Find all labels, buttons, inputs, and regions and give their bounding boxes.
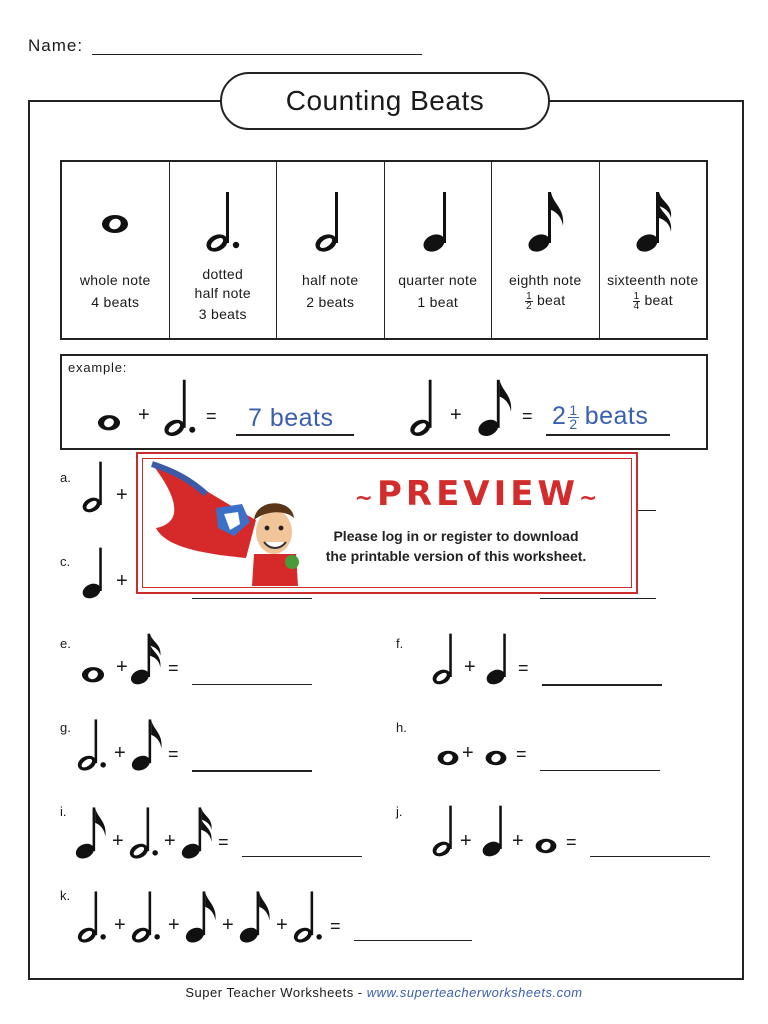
whole-note-icon: [530, 806, 562, 862]
footer-text: Super Teacher Worksheets -: [185, 985, 367, 1000]
equals-sign: =: [518, 658, 529, 678]
note-beats: 3 beats: [198, 306, 247, 322]
note-name: sixteenth note: [607, 272, 699, 288]
note-name: dotted: [202, 266, 244, 282]
question-j-label: j.: [396, 804, 403, 819]
equals-sign: =: [168, 658, 179, 678]
fraction: $\frac{1}{2}$: [526, 290, 532, 312]
plus-sign: +: [460, 830, 472, 852]
plus-sign: +: [450, 404, 462, 426]
fraction: $\frac{1}{4}$: [633, 290, 640, 312]
dotted-half-note-icon: [74, 888, 110, 948]
dotted-half-note-icon: [203, 188, 243, 258]
note-beats: 1 beat: [417, 294, 459, 310]
plus-sign: +: [464, 656, 476, 678]
note-cell-eighth: [492, 162, 600, 338]
question-g-label: g.: [60, 720, 71, 735]
question-a-label: a.: [60, 470, 71, 485]
note-name: half note: [302, 272, 359, 288]
plus-sign: +: [116, 570, 128, 592]
plus-sign: +: [222, 914, 234, 936]
answer-line-e[interactable]: [192, 684, 312, 685]
plus-sign: +: [276, 914, 288, 936]
equals-sign: =: [218, 832, 229, 852]
half-note-icon: [310, 188, 350, 258]
example-answer-1: 7 beats: [248, 404, 334, 432]
question-f-label: f.: [396, 636, 404, 651]
equals-sign: =: [522, 406, 533, 426]
equals-sign: =: [206, 406, 217, 426]
plus-sign: +: [138, 404, 150, 426]
preview-message: Please log in or register to download the printable version of this worksheet.: [325, 528, 587, 564]
half-note-icon: [428, 802, 462, 862]
quarter-note-icon: [78, 544, 112, 604]
whole-note-icon: [480, 718, 512, 774]
plus-sign: +: [462, 742, 474, 764]
answer-line-i[interactable]: [242, 856, 362, 857]
equals-sign: =: [566, 832, 577, 852]
footer: [0, 985, 768, 1000]
note-beats: $\frac{1}{2}$ beat: [526, 290, 566, 312]
plus-sign: +: [164, 830, 176, 852]
name-field-line[interactable]: [92, 54, 422, 55]
dotted-half-note-icon: [160, 376, 200, 442]
preview-title: ~PREVIEW~: [354, 474, 602, 514]
preview-banner[interactable]: [136, 452, 638, 594]
note-cell-dotted-half: [170, 162, 278, 338]
whole-note-icon: [432, 718, 464, 774]
quarter-note-icon: [482, 630, 516, 690]
whole-note-icon: [95, 174, 135, 244]
eighth-note-icon: [72, 804, 108, 864]
half-note-icon: [404, 376, 444, 442]
question-e-label: e.: [60, 636, 71, 651]
eighth-note-icon: [236, 888, 272, 948]
question-c-label: c.: [60, 554, 71, 569]
equals-sign: =: [168, 744, 179, 764]
superhero-mascot-icon: [146, 458, 306, 588]
plus-sign: +: [114, 914, 126, 936]
plus-sign: +: [512, 830, 524, 852]
sixteenth-note-icon: [633, 188, 673, 258]
plus-sign: +: [168, 914, 180, 936]
whole-note-icon: [76, 632, 110, 692]
plus-sign: +: [114, 742, 126, 764]
eighth-note-icon: [128, 716, 164, 776]
half-note-icon: [78, 458, 112, 518]
question-i-label: i.: [60, 804, 67, 819]
question-h-label: h.: [396, 720, 407, 735]
name-label: Name:: [28, 36, 84, 55]
example-answer-2: 2 $\frac{1}{2}$ beats: [552, 401, 649, 432]
worksheet-title: Counting Beats: [220, 72, 550, 130]
equals-sign: =: [516, 744, 527, 764]
note-beats: 2 beats: [306, 294, 355, 310]
eighth-note-icon: [525, 188, 565, 258]
sixteenth-note-icon: [178, 804, 214, 864]
answer-line: [546, 434, 670, 436]
note-beats: 4 beats: [91, 294, 140, 310]
note-name: eighth note: [508, 272, 582, 288]
note-name: quarter note: [398, 272, 478, 288]
note-cell-sixteenth: [600, 162, 707, 338]
note-cell-half: [277, 162, 385, 338]
note-cell-whole: [62, 162, 170, 338]
half-note-icon: [428, 630, 462, 690]
answer-line-d[interactable]: [540, 598, 656, 599]
answer-line-j[interactable]: [590, 856, 710, 857]
note-cell-quarter: [385, 162, 493, 338]
eighth-note-icon: [474, 376, 514, 442]
dotted-half-note-icon: [290, 888, 326, 948]
answer-line: [236, 434, 354, 436]
note-reference-table: [60, 160, 708, 340]
note-name: whole note: [79, 272, 151, 288]
answer-line-g[interactable]: [192, 770, 312, 772]
example-label: example:: [68, 360, 128, 375]
plus-sign: +: [112, 830, 124, 852]
equals-sign: =: [330, 916, 341, 936]
plus-sign: +: [116, 656, 128, 678]
dotted-half-note-icon: [128, 888, 164, 948]
sixteenth-note-icon: [128, 630, 162, 690]
answer-line-k[interactable]: [354, 940, 472, 941]
quarter-note-icon: [418, 188, 458, 258]
question-k-label: k.: [60, 888, 71, 903]
quarter-note-icon: [478, 802, 512, 862]
answer-line-h[interactable]: [540, 770, 660, 771]
note-name: half note: [194, 285, 251, 301]
dotted-half-note-icon: [74, 716, 110, 776]
footer-link[interactable]: www.superteacherworksheets.com: [366, 985, 583, 1000]
answer-line-f[interactable]: [542, 684, 662, 686]
answer-line-c[interactable]: [192, 598, 312, 599]
eighth-note-icon: [182, 888, 218, 948]
whole-note-icon: [92, 380, 126, 440]
plus-sign: +: [116, 484, 128, 506]
dotted-half-note-icon: [126, 804, 162, 864]
note-beats: $\frac{1}{4}$ beat: [633, 290, 673, 312]
